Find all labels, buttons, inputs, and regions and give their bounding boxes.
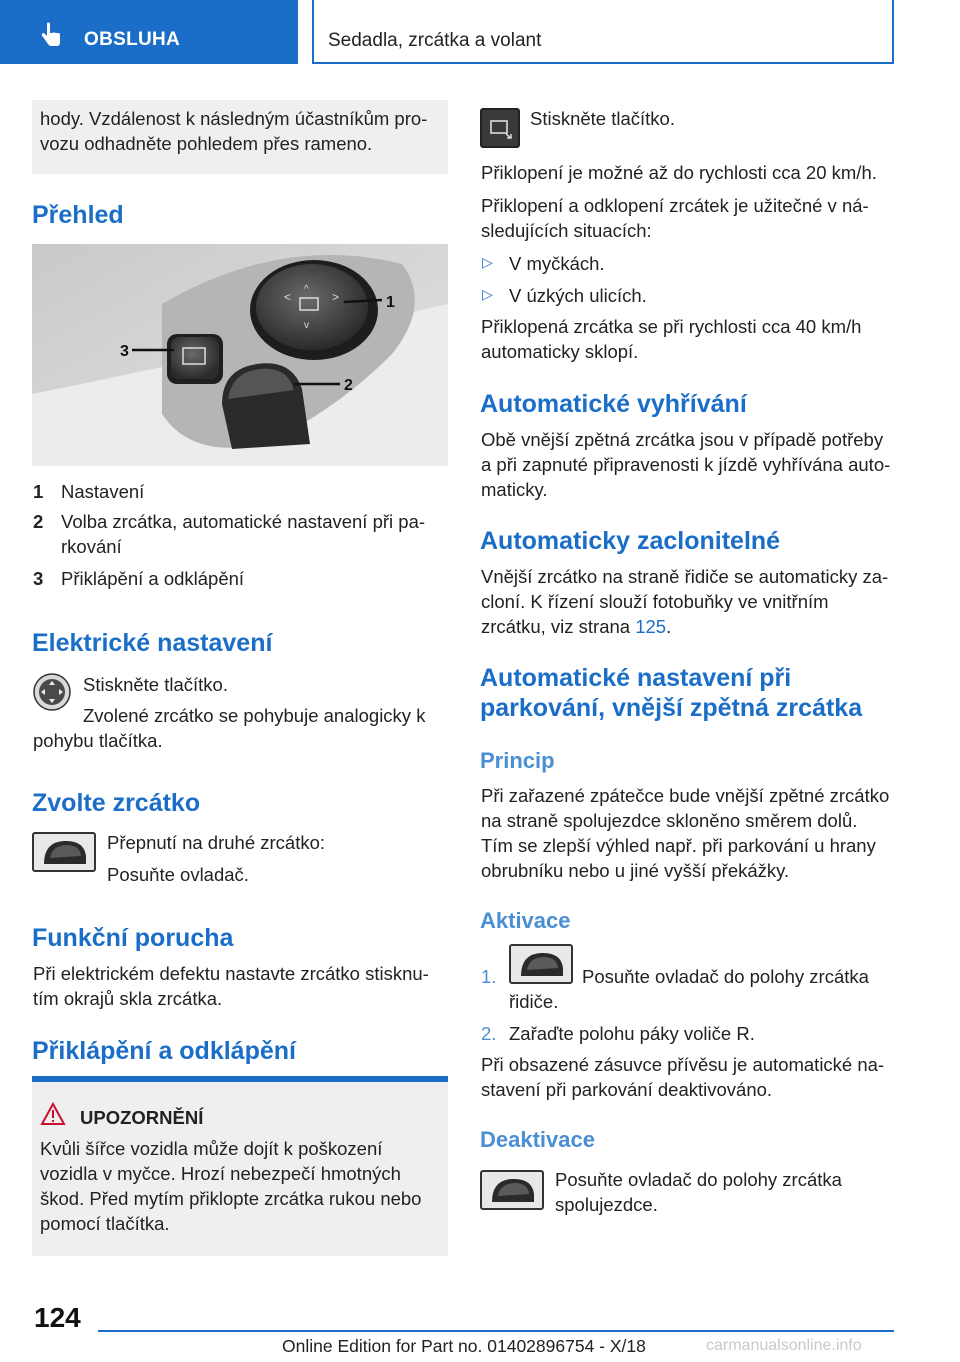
toggle-switch-icon <box>32 832 96 872</box>
right-press-text: Stiskněte tlačítko. <box>530 108 675 129</box>
section-tab[interactable] <box>0 0 298 64</box>
bullet-triangle-icon: ▷ <box>482 286 493 302</box>
heating-line-1: Obě vnější zpětná zrcátka jsou v případě potřeby <box>481 429 884 450</box>
warning-triangle-icon <box>40 1102 66 1126</box>
list-item: Volba zrcátka, automatické nastavení při pa‐ <box>61 511 426 532</box>
heating-line-3: maticky. <box>481 479 548 500</box>
princip-line-4: obrubníku nebo u jiné vyšší překážky. <box>481 860 790 881</box>
dimming-line-3 <box>481 614 671 639</box>
warning-line-4: pomocí tlačítka. <box>40 1213 170 1234</box>
bullet-item: V úzkých ulicích. <box>509 285 647 306</box>
page-reference-link[interactable]: 125 <box>635 616 667 637</box>
heading-aktivace: Aktivace <box>480 908 571 933</box>
callout-1: 1 <box>386 294 395 311</box>
dimming-line-1: Vnější zrcátko na straně řidiče se automaticky za‐ <box>481 566 889 587</box>
mirror-controls-image <box>32 244 448 466</box>
step-number: 1. <box>481 966 497 987</box>
warning-title: UPOZORNĚNÍ <box>80 1107 204 1128</box>
toggle-switch-icon <box>509 944 573 984</box>
svg-text:<: < <box>284 290 292 304</box>
zvolte-text-2: Posuňte ovladač. <box>107 864 249 885</box>
callout-3: 3 <box>120 343 129 360</box>
intro-line-1: hody. Vzdálenost k následným účastníkům pro‐ <box>40 108 428 129</box>
elektricke-text-3: pohybu tlačítka. <box>33 730 163 751</box>
auto-fold-line-2: automaticky sklopí. <box>481 341 639 362</box>
intro-line-2: vozu odhadněte pohledem přes rameno. <box>40 133 373 154</box>
svg-text:^: ^ <box>304 284 309 295</box>
fold-button-icon <box>480 108 520 148</box>
step-2-text: Zařaďte polohu páky voliče R. <box>509 1023 755 1044</box>
useful-line-2: sledujících situacích: <box>481 220 652 241</box>
list-item: Nastavení <box>61 481 145 502</box>
elektricke-text-2: Zvolené zrcátko se pohybuje analogicky k <box>83 705 426 726</box>
useful-line-1: Přiklopení a odklopení zrcátek je užitečné v ná‐ <box>481 195 869 216</box>
bullet-triangle-icon: ▷ <box>482 254 493 270</box>
step-1-text: Posuňte ovladač do polohy zrcátka <box>582 966 869 987</box>
warning-line-2: vozidla v myčce. Hrozí nebezpečí hmotných <box>40 1163 401 1184</box>
edition-text: Online Edition for Part no. 01402896754 - X/18 <box>282 1336 646 1356</box>
round-joystick-button-icon <box>32 672 72 712</box>
list-item-cont: rkování <box>61 536 122 557</box>
princip-line-2: na straně spolujezdce skloněno směrem dolů. <box>481 810 858 831</box>
heading-priklapeni: Přiklápění a odklápění <box>32 1037 296 1065</box>
warning-line-1: Kvůli šířce vozidla může dojít k poškození <box>40 1138 383 1159</box>
callout-2: 2 <box>344 377 353 394</box>
heating-line-2: a při zapnuté připravenosti k jízdě vyhřívána auto‐ <box>481 454 891 475</box>
list-number: 2 <box>33 511 44 532</box>
svg-text:>: > <box>332 290 340 304</box>
chapter-title-box <box>312 0 894 64</box>
list-number: 1 <box>33 481 44 502</box>
page-number: 124 <box>34 1302 81 1333</box>
heading-princip: Princip <box>480 748 555 773</box>
princip-line-3: Tím se zlepší výhled např. při parkování u hrany <box>481 835 876 856</box>
auto-fold-line-1: Přiklopená zrcátka se při rychlosti cca 40 km/h <box>481 316 862 337</box>
step-number: 2. <box>481 1023 497 1044</box>
heading-prehled: Přehled <box>32 201 124 229</box>
heading-funkcni-porucha: Funkční porucha <box>32 924 234 952</box>
porucha-line-2: tím okrajů skla zrcátka. <box>33 988 223 1009</box>
bullet-item: V myčkách. <box>509 253 605 274</box>
toggle-switch-icon <box>480 1170 544 1210</box>
section-tab-label: OBSLUHA <box>84 29 181 50</box>
deaktivace-line-1: Posuňte ovladač do polohy zrcátka <box>555 1169 842 1190</box>
chapter-title: Sedadla, zrcátka a volant <box>328 30 542 51</box>
aktivace-note-1: Při obsazené zásuvce přívěsu je automatické na‐ <box>481 1054 885 1075</box>
heading-deaktivace: Deaktivace <box>480 1127 595 1152</box>
heading-parking-line-1: Automatické nastavení při <box>480 664 792 692</box>
heading-elektricke-nastaveni: Elektrické nastavení <box>32 629 273 657</box>
heading-automaticky-zaclonitelne: Automaticky zaclonitelné <box>480 527 781 555</box>
watermark: carmanualsonline.info <box>706 1337 862 1354</box>
step-1-cont: řidiče. <box>509 991 559 1012</box>
heading-automaticke-vyhrivani: Automatické vyhřívání <box>480 390 747 418</box>
hand-pointer-icon <box>38 22 64 48</box>
list-number: 3 <box>33 568 44 589</box>
aktivace-note-2: stavení při parkování deaktivováno. <box>481 1079 773 1100</box>
dimming-line-3-end: . <box>666 616 672 637</box>
heading-parking-line-2: parkování, vnější zpětná zrcátka <box>480 694 863 722</box>
dimming-line-2: cloní. K řízení slouží fotobuňky ve vnitřním <box>481 591 829 612</box>
deaktivace-line-2: spolujezdce. <box>555 1194 658 1215</box>
list-item: Přiklápění a odklápění <box>61 568 245 589</box>
speed-text: Přiklopení je možné až do rychlosti cca 20 km/h. <box>481 162 877 183</box>
princip-line-1: Při zařazené zpátečce bude vnější zpětné zrcátko <box>481 785 890 806</box>
zvolte-text-1: Přepnutí na druhé zrcátko: <box>107 832 326 853</box>
svg-text:v: v <box>304 320 309 331</box>
heading-zvolte-zrcatko: Zvolte zrcátko <box>32 789 201 817</box>
dimming-line-3-text: zrcátku, viz strana <box>481 616 636 637</box>
porucha-line-1: Při elektrickém defektu nastavte zrcátko stisknu‐ <box>33 963 429 984</box>
elektricke-text-1: Stiskněte tlačítko. <box>83 674 228 695</box>
warning-line-3: škod. Před mytím přiklopte zrcátka rukou nebo <box>40 1188 422 1209</box>
footer-rule <box>98 1330 894 1332</box>
